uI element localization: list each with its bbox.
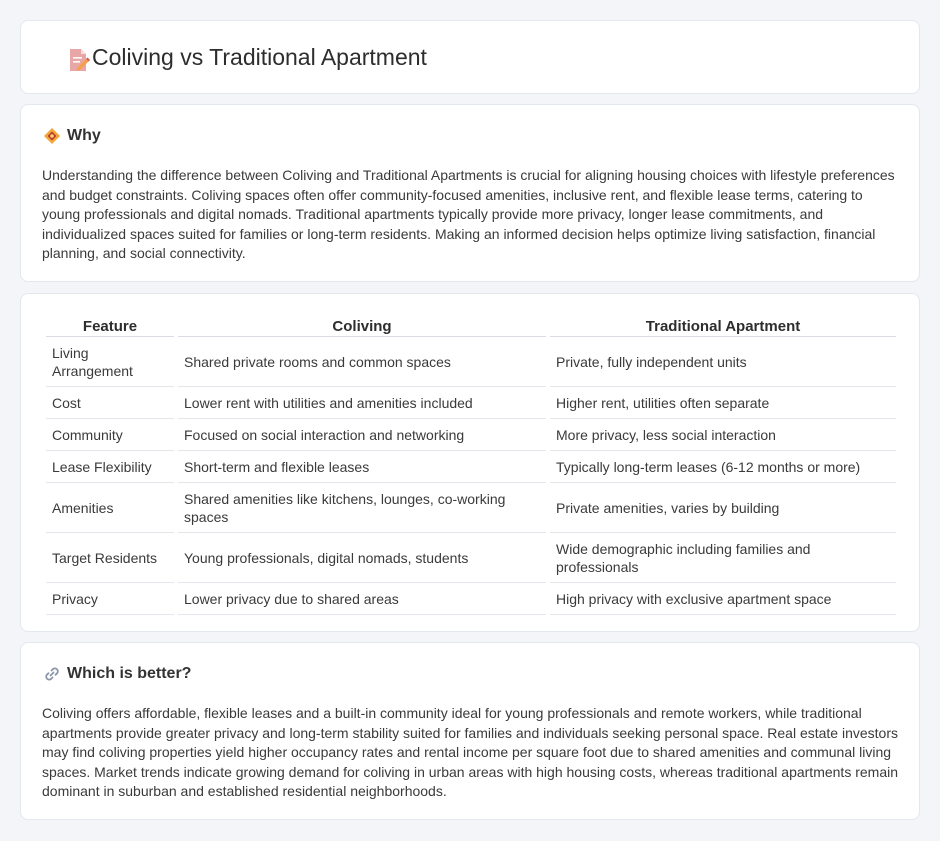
table-header-row [46, 314, 896, 337]
why-paragraph: Understanding the difference between Coliving and Traditional Apartments is crucial for aligning housing choices with lifestyle preferences and budget constraints. Coliving spaces often offer community-focused amenities, inclusive rent, and flexible lease terms, catering to young professionals and digital nomads. Traditional apartments typically provide more privacy, longer lease commitments, and individualized spaces suited for families or long-term residents. Making an informed decision helps optimize living satisfaction, financial planning, and social connectivity. [42, 167, 895, 261]
which-better-section [20, 642, 920, 820]
header-traditional: Traditional Apartment [550, 314, 896, 337]
traditional-cell: More privacy, less social interaction [550, 419, 896, 451]
coliving-cell: Lower rent with utilities and amenities included [178, 387, 546, 419]
diamond-icon [43, 127, 61, 145]
document-pencil-icon [65, 47, 91, 73]
table-row [46, 387, 896, 419]
table-row [46, 337, 896, 387]
table-row [46, 451, 896, 483]
traditional-cell: High privacy with exclusive apartment space [550, 583, 896, 615]
table-row [46, 533, 896, 583]
why-heading-row [43, 127, 101, 145]
traditional-cell: Typically long-term leases (6-12 months or more) [550, 451, 896, 483]
link-icon [43, 665, 61, 683]
header-feature: Feature [46, 314, 174, 337]
coliving-cell: Lower privacy due to shared areas [178, 583, 546, 615]
coliving-cell: Short-term and flexible leases [178, 451, 546, 483]
traditional-cell: Private, fully independent units [550, 337, 896, 387]
comparison-card [20, 293, 920, 632]
coliving-cell: Shared private rooms and common spaces [178, 337, 546, 387]
feature-cell: Community [46, 419, 174, 451]
table-row [46, 583, 896, 615]
title-card [20, 20, 920, 94]
feature-cell: Target Residents [46, 533, 174, 583]
coliving-cell: Focused on social interaction and networking [178, 419, 546, 451]
coliving-cell: Young professionals, digital nomads, students [178, 533, 546, 583]
feature-cell: Lease Flexibility [46, 451, 174, 483]
header-coliving: Coliving [178, 314, 546, 337]
why-section [20, 104, 920, 282]
traditional-cell: Wide demographic including families and professionals [550, 533, 896, 583]
better-paragraph: Coliving offers affordable, flexible leases and a built-in community ideal for young professionals and remote workers, while traditional apartments provide greater privacy and long-term stability suited for families and individuals seeking personal space. Real estate investors may find coliving properties yield higher occupancy rates and rental income per square foot due to shared amenities and communal living spaces. Market trends indicate growing demand for coliving in urban areas with high housing costs, whereas traditional apartments remain dominant in suburban and established residential neighborhoods. [42, 705, 899, 799]
feature-cell: Cost [46, 387, 174, 419]
traditional-cell: Higher rent, utilities often separate [550, 387, 896, 419]
feature-cell: Amenities [46, 483, 174, 533]
table-row [46, 419, 896, 451]
better-heading-row [43, 665, 191, 683]
feature-cell: Privacy [46, 583, 174, 615]
traditional-cell: Private amenities, varies by building [550, 483, 896, 533]
feature-cell: Living Arrangement [46, 337, 174, 387]
comparison-table [42, 314, 900, 615]
table-row [46, 483, 896, 533]
why-heading: Why [67, 127, 101, 144]
coliving-cell: Shared amenities like kitchens, lounges, co-working spaces [178, 483, 546, 533]
better-heading: Which is better? [67, 665, 192, 682]
page-title: Coliving vs Traditional Apartment [92, 44, 427, 70]
